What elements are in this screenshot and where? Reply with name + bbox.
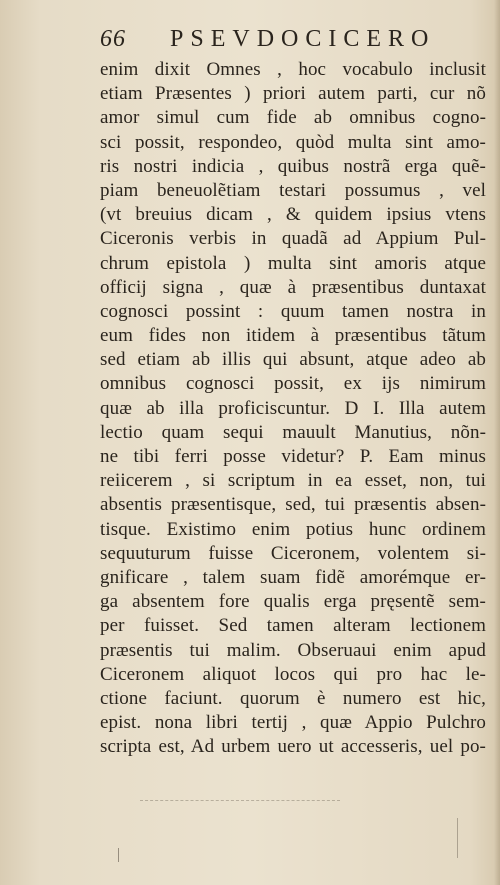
stray-mark [457, 818, 458, 858]
body-text [100, 58, 486, 759]
text-line: officij signa , quæ à præsentibus duntaxat [100, 276, 486, 298]
text-line: scripta est, Ad urbem uero ut accesseris, uel po- [100, 736, 486, 758]
text-line: (vt breuius dicam , & quidem ipsius vtens [100, 204, 486, 226]
running-title: PSEVDOCICERO [170, 26, 436, 52]
stray-mark [118, 848, 119, 862]
text-line: sequuturum fuisse Ciceronem, volentem si- [100, 542, 486, 564]
text-line: amor simul cum fide ab omnibus cogno- [100, 107, 486, 129]
text-line: per fuisset. Sed tamen alteram lectionem [100, 615, 486, 637]
text-line: lectio quam sequi mauult Manutius, nõn- [100, 421, 486, 443]
text-line: gnificare , talem suam fidẽ amorémque er- [100, 566, 486, 588]
text-line: tisque. Existimo enim potius hunc ordinem [100, 518, 486, 540]
text-line: præsentis tui malim. Obseruaui enim apud [100, 639, 486, 661]
text-line: chrum epistola ) multa sint amoris atque [100, 252, 486, 274]
text-line: ctione faciunt. quorum è numero est hic, [100, 687, 486, 709]
text-line: eum fides non itidem à præsentibus tãtum [100, 325, 486, 347]
text-line: sci possit, respondeo, quòd multa sint amo- [100, 131, 486, 153]
text-line: ne tibi ferri posse videtur? P. Eam minus [100, 446, 486, 467]
text-line: piam beneuolẽtiam testari possumus , vel [100, 179, 486, 201]
text-line: Ciceronem aliquot locos qui pro hac le- [100, 663, 486, 685]
text-line: cognosci possint : quum tamen nostra in [100, 300, 486, 322]
text-line: Ciceronis verbis in quadã ad Appium Pul- [100, 228, 486, 250]
page-edge-shadow [494, 0, 500, 885]
page-number: 66 [100, 26, 126, 52]
text-line: epist. nona libri tertij , quæ Appio Pulchro [100, 712, 486, 734]
text-line: ga absentem fore qualis erga pręsentẽ sem- [100, 591, 486, 613]
faint-rule [140, 800, 340, 821]
text-line: ris nostri indicia , quibus nostrã erga quẽ- [100, 155, 486, 177]
text-line: omnibus cognosci possit, ex ijs nimirum [100, 373, 486, 395]
text-line: quæ ab illa proficiscuntur. D I. Illa autem [100, 397, 486, 419]
text-line: reiicerem , si scriptum in ea esset, non, tui [100, 470, 486, 492]
text-line: etiam Præsentes ) priori autem parti, cur nõ [100, 83, 486, 105]
text-line: sed etiam ab illis qui absunt, atque adeo ab [100, 349, 486, 371]
text-line: absentis præsentisque, sed, tui præsentis absen- [100, 494, 486, 516]
page-header [100, 24, 460, 58]
text-line: enim dixit Omnes , hoc vocabulo inclusit [100, 59, 486, 80]
